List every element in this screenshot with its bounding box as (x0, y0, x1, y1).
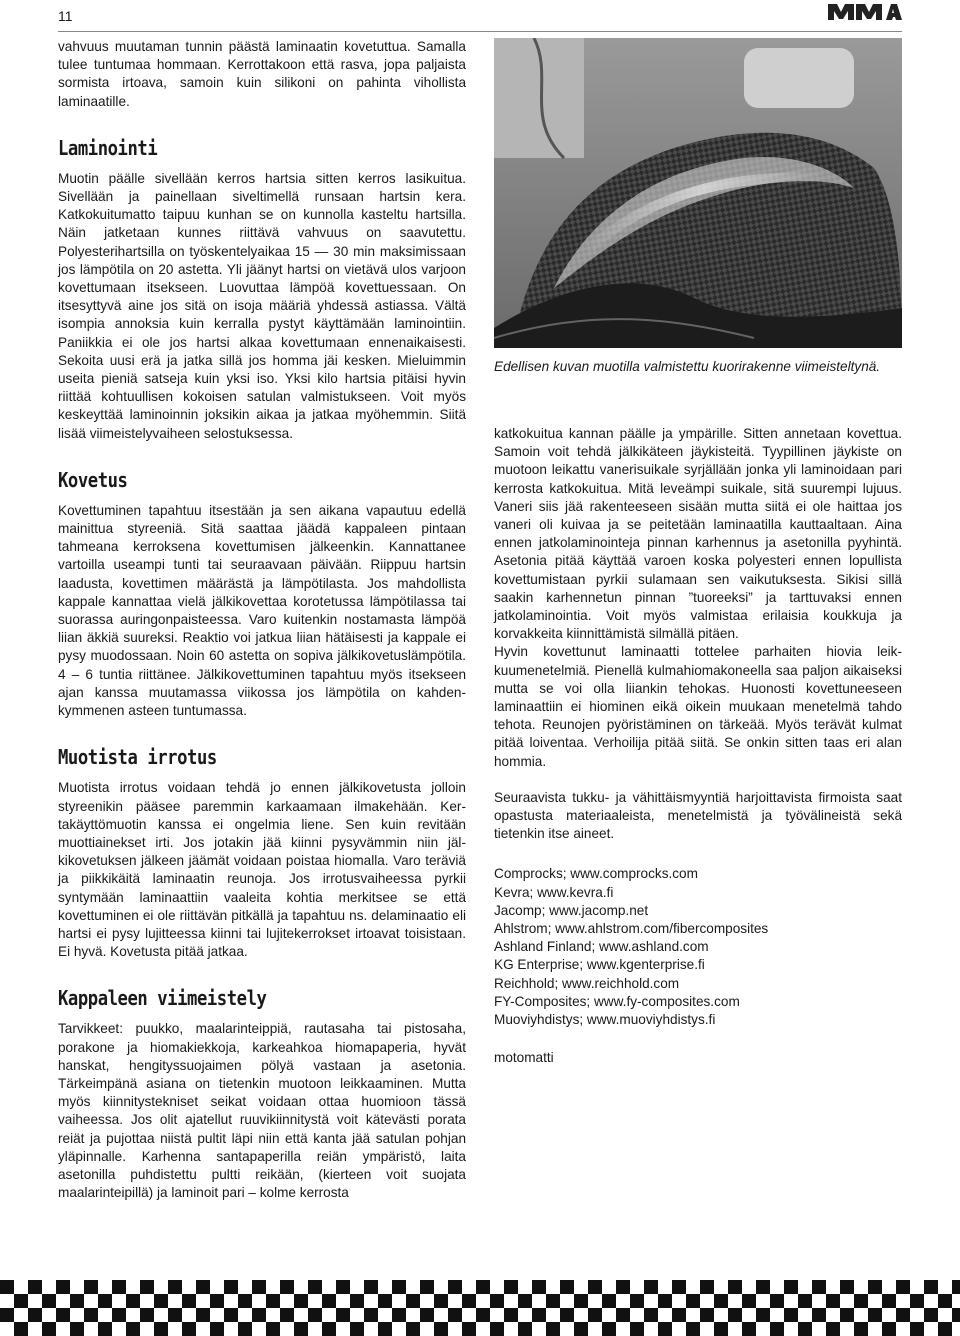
supplier-list (494, 865, 902, 1029)
kovetus-paragraph: Kovettuminen tapahtuu itsestään ja sen aikana vapautuu edellä mainittua styreeniä. Sitä saattaa jäädä kappaleen pintaan tahmeana kerroksena kovettumisen jälkeenkin. Kannattanee vartoilla useampi tunti tai seuraavaan päivään. Riippuu hartsin laadusta, kovettimen määrästä ja lämpötilasta. Jos mahdollista kappale kannattaa vielä jälkikovettaa korotetussa lämpötilassa tai suorassa auringonpaisteessa. Varo kuitenkin nostamasta lämpöä liian äkkiä suureksi. Reaktio voi jatkua liian hätäisesti ja kappale ei pysy muodossaan. Noin 60 astetta on sopiva jälkikovetuslämpötila. 4 – 6 tuntia riittänee. Jälkikovettuminen tapahtuu myös itsekseen ajan kanssa muutamassa viikossa jos lämpötila on kahdenkymmenen asteen tuntumassa. (58, 502, 466, 719)
left-column (58, 38, 466, 1202)
supplier-item: Comprocks; www.comprocks.com (494, 866, 698, 882)
heading-kovetus: Kovetus (58, 467, 128, 492)
heading-laminointi: Laminointi (58, 135, 158, 160)
photo-caption: Edellisen kuvan muotilla valmistettu kuorirakenne viimeisteltynä. (494, 359, 881, 374)
supplier-item: Kevra; www.kevra.fi (494, 884, 614, 900)
header-rule (58, 31, 902, 32)
muotista-paragraph: Muotista irrotus voidaan tehdä jo ennen jälkikovetusta jolloin styreenikin pääsee paremmin karkaamaan ilmakehään. Kertakäyttömuotin kanssa ei ongelmia liene. Sen kuin revitään muottiainekset irti. Jos jotakin jää kiinni pysyvämmin niin jälkikovetuksen jälkeen jäämät voidaan poistaa hiomalla. Varo teräviä ja piikkikäitä laminaatin reunoja. Jos irrotusvaiheessa pyrkii syntymään laminaattiin vaaleita kohtia merkitsee se että kovettuminen ei ole riittävän pitkällä ja tapahtuu ns. delaminaatio eli hartsi ei pysy lujitteessa kiinni tai lujitekerrokset irtoavat toisistaan. Ei hyvä. Kovetusta pitää jatkaa. (58, 780, 466, 960)
intro-paragraph: vahvuus muutaman tunnin päästä laminaatin kovetuttua. Samalla tulee tuntumaa hommaan. Kerrottakoon että rasva, jopa paljaista sormista irtoava, samoin kuin silikoni on pahinta vihollista laminaatille. (58, 39, 466, 109)
supplier-item: Muoviyhdistys; www.muoviyhdistys.fi (494, 1012, 716, 1028)
right-paragraph-3: Seuraavista tukku- ja vähittäismyyntiä harjoittavista firmoista saat opastusta materiaaleista, menetelmistä ja työvälineistä sekä tietenkin itse aineet. (494, 789, 902, 842)
right-paragraph-2: Hyvin kovettunut laminaatti tottelee parhaiten hiovia leikkuumenetelmiä. Pienellä kulmahiomakoneella saa paljon aikaiseksi mutta se voi olla liiankin tehokas. Huonosti kovettuneeseen laminaattiin ei hiominen eikä oikein muukaan menetelmä tahdo tehota. Reunojen pyöristäminen on tärkeää. Myös terävät kulmat pitää loiventaa. Verhoilija pitää siitä. Se onkin sitten taas eri alan hommia. (494, 644, 902, 769)
supplier-item: FY-Composites; www.fy-composites.com (494, 993, 740, 1009)
author-signature: motomatti (494, 1050, 554, 1066)
right-paragraph-1: katkokuitua kannan päälle ja ympärille. Sitten annetaan kovettua. Samoin voit tehdä jälkikäteen jäykisteitä. Tyypillinen jäykiste on muotoon leikattu vanerisuikale syrjällään jonka yli laminoidaan pari kerrosta katkokuitua. Mitä leveämpi suikale, sitä suurempi lujuus. Vaneri siis jää rakenteeseen sisään mutta siitä ei ole haittaa jos vaneri oli kuivaa ja se peitetään laminaatilla kauttaaltaan. Aina ennen jatkolaminointeja pinnan karhennus ja asetonilla pyyhintä. Asetonia pitää käyttää varoen koska polyesteri ennen lopullista kovettumistaan pyrkii sulamaan sen vaikutuksesta. Sikisi sillä saakin karhennetun pinnan ”tuoreeksi” ja tarttuvaksi ennen jatkolaminointia. Voit myös valmistaa erilaisia koukkuja ja korvakkeita kiinnittämistä silmällä pitäen. (494, 426, 902, 642)
carbon-fairing-photo (494, 38, 902, 348)
page-number: 11 (58, 8, 73, 24)
laminointi-paragraph: Muotin päälle sivellään kerros hartsia sitten kerros lasikuitua. Sivellään ja painellaan siveltimellä runsaan hartsin kera. Katkokuitumatto taipuu kunhan se on kunnolla kasteltu hartsilla. Näin jatketaan kunnes riittävä vahvuus on saavutettu. Polyesterihartsilla on työskentelyaikaa 15 — 30 min maksimissaan jos lämpötila on 20 astetta. Yli jäänyt hartsi on vietävä ulos varjoon kovettumaan itsekseen. Luovuttaa lämpöä kovettuessaan. On itsesyttyvä aine jos sitä on isoja määriä yhdessä astiassa. Vältä isompia annoksia kuin kerralla pystyt käyttämään laminointiin. Paniikkia ei ole jos hartsi alkaa kovettumaan ennenaikaisesti. Sekoita uusi erä ja jatka sillä jos homma jäi kesken. Mieluimmin useita pieniä satseja kuin yksi iso. Yksi kilo hartsia pitäisi hyvin riittää kohtuullisen kokoisen satulan valmistukseen. Voit myös keskeyttää laminoinnin joksikin aikaa ja jatkaa myöhemmin. Siitä lisää viimeistelyvaiheen selostuksessa. (58, 170, 466, 441)
right-column (494, 425, 902, 1068)
heading-muotista-irrotus: Muotista irrotus (58, 745, 217, 770)
checkered-footer-band (0, 1280, 960, 1336)
supplier-item: Ashland Finland; www.ashland.com (494, 939, 709, 955)
supplier-item: KG Enterprise; www.kgenterprise.fi (494, 957, 705, 973)
kappaleen-paragraph: Tarvikkeet: puukko, maalarinteippiä, rautasaha tai pistosaha, porakone ja hiomakiekkoja, karkeahkoa hiomapaperia, hyvät hanskat, hengityssuojaimen pölyä vastaan ja asetonia. Tärkeimpänä asiana on tietenkin muotoon leikkaaminen. Mutta myös kiinnitystekniset seikat voidaan ottaa huomioon tässä vaiheessa. Jos olit ajatellut ruuvikiinnitystä voit kätevästi porata reiät ja pujottaa niistä pultit läpi niin että kanta jää satulan pohjan yläpinnalle. Karhenna santapaperilla reiän ympäristö, laita asetonilla puhdistettu pultti reikään, (kierteen voit suojata maalarinteipillä) ja laminoit pari – kolme kerrosta (58, 1021, 466, 1201)
supplier-item: Ahlstrom; www.ahlstrom.com/fibercomposites (494, 921, 769, 937)
heading-kappaleen-viimeistely: Kappaleen viimeistely (58, 986, 267, 1011)
supplier-item: Jacomp; www.jacomp.net (494, 902, 649, 918)
mmaf-logo (826, 2, 902, 22)
supplier-item: Reichhold; www.reichhold.com (494, 975, 680, 991)
